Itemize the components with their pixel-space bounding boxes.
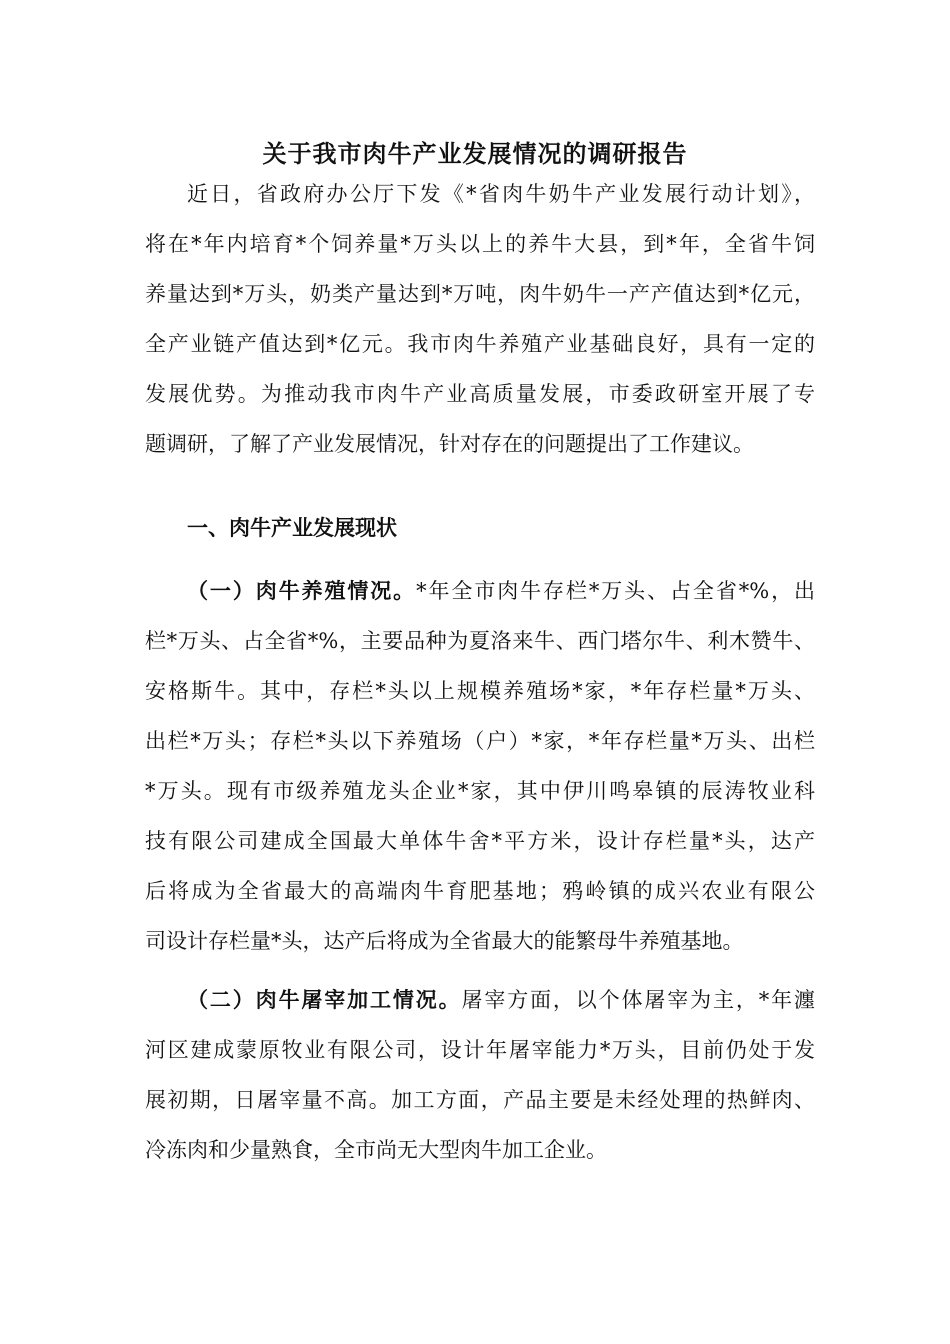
sub1-paragraph bbox=[145, 566, 815, 966]
sub2-line-2: 河区建成蒙原牧业有限公司，设计年屠宰能力*万头，目前仍处于发 bbox=[145, 1038, 815, 1062]
sub2-line-3: 展初期，日屠宰量不高。加工方面，产品主要是未经处理的热鲜肉、 bbox=[145, 1088, 815, 1112]
sub2-line-1-rest: 屠宰方面，以个体屠宰为主，*年瀍 bbox=[461, 988, 816, 1012]
sub1-line-1 bbox=[145, 566, 815, 616]
sub2-lead: （二）肉牛屠宰加工情况。 bbox=[187, 987, 462, 1012]
document-title: 关于我市肉牛产业发展情况的调研报告 bbox=[262, 139, 688, 168]
intro-line-6: 题调研，了解了产业发展情况，针对存在的问题提出了工作建议。 bbox=[145, 432, 754, 456]
sub2-line-4: 冷冻肉和少量熟食，全市尚无大型肉牛加工企业。 bbox=[145, 1138, 607, 1162]
intro-line-2: 将在*年内培育*个饲养量*万头以上的养牛大县，到*年，全省牛饲 bbox=[145, 232, 815, 256]
sub2-paragraph bbox=[145, 975, 815, 1175]
sub1-line-3: 安格斯牛。其中，存栏*头以上规模养殖场*家，*年存栏量*万头、 bbox=[145, 679, 815, 703]
intro-line-3: 养量达到*万头，奶类产量达到*万吨，肉牛奶牛一产产值达到*亿元， bbox=[145, 282, 815, 306]
sub1-line-8: 司设计存栏量*头，达产后将成为全省最大的能繁母牛养殖基地。 bbox=[145, 929, 744, 953]
sub1-line-4: 出栏*万头；存栏*头以下养殖场（户）*家，*年存栏量*万头、出栏 bbox=[145, 729, 815, 753]
sub1-line-1-rest: *年全市肉牛存栏*万头、占全省*%，出 bbox=[416, 579, 816, 603]
sub1-lead: （一）肉牛养殖情况。 bbox=[187, 578, 417, 603]
section-heading-1: 一、肉牛产业发展现状 bbox=[187, 515, 397, 540]
intro-paragraph bbox=[145, 169, 815, 469]
sub2-line-1 bbox=[145, 975, 815, 1025]
sub1-line-2: 栏*万头、占全省*%，主要品种为夏洛来牛、西门塔尔牛、利木赞牛、 bbox=[145, 629, 815, 653]
intro-line-5: 发展优势。为推动我市肉牛产业高质量发展，市委政研室开展了专 bbox=[145, 382, 815, 406]
sub1-line-7: 后将成为全省最大的高端肉牛育肥基地；鸦岭镇的成兴农业有限公 bbox=[145, 879, 815, 903]
sub1-line-5: *万头。现有市级养殖龙头企业*家，其中伊川鸣皋镇的辰涛牧业科 bbox=[145, 779, 815, 803]
sub1-line-6: 技有限公司建成全国最大单体牛舍*平方米，设计存栏量*头，达产 bbox=[145, 829, 815, 853]
intro-line-4: 全产业链产值达到*亿元。我市肉牛养殖产业基础良好，具有一定的 bbox=[145, 332, 815, 356]
intro-line-1: 近日，省政府办公厅下发《*省肉牛奶牛产业发展行动计划》， bbox=[187, 182, 815, 206]
